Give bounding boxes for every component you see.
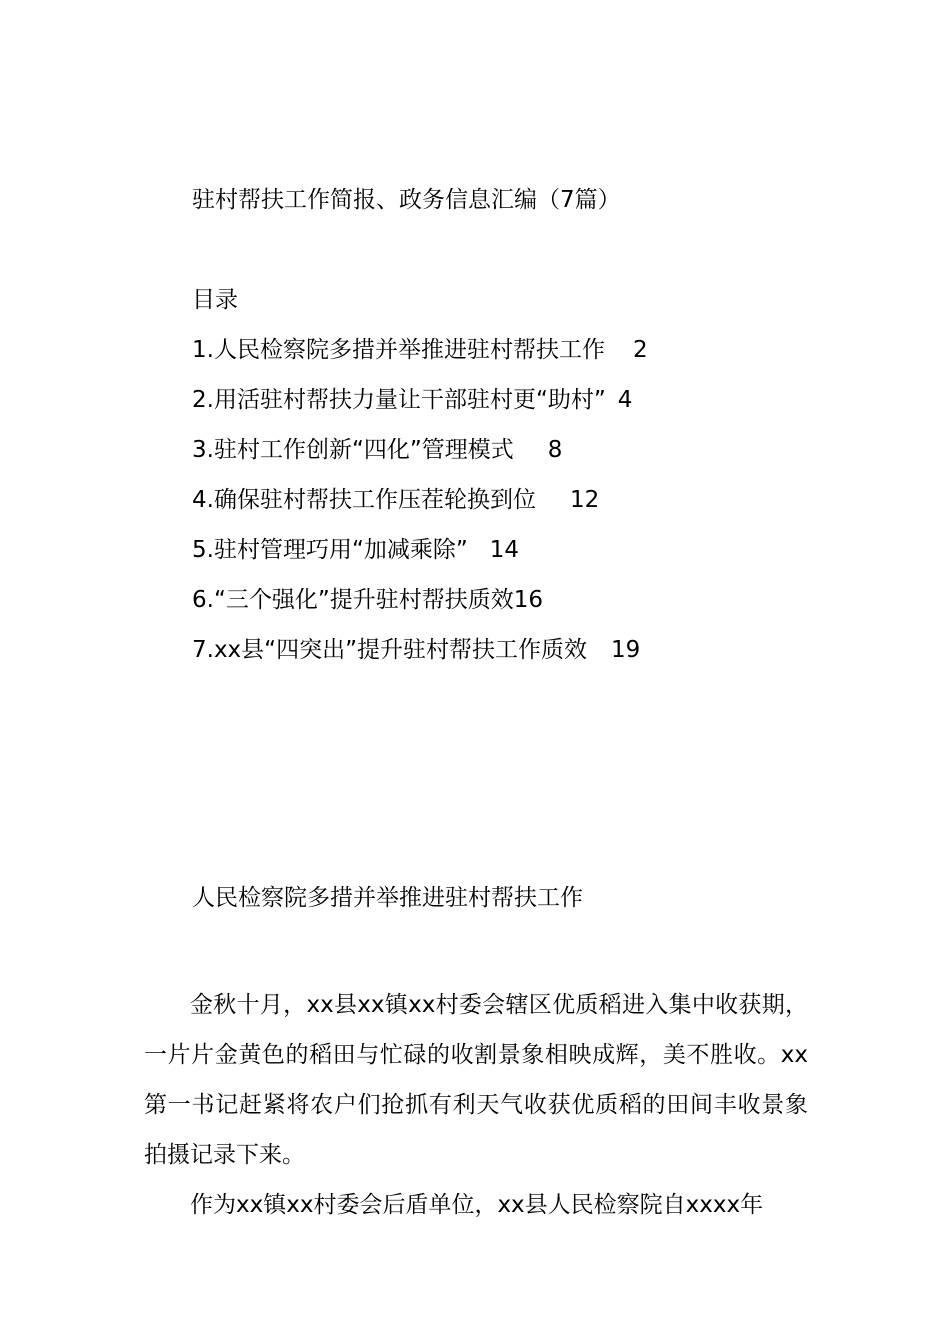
- toc-item[interactable]: [192, 482, 648, 532]
- toc-item-title: 3.驻村工作创新“四化”管理模式: [192, 437, 514, 463]
- toc-item-title: 2.用活驻村帮扶力量让干部驻村更“助村”: [192, 387, 606, 413]
- toc-item[interactable]: [192, 332, 648, 382]
- table-of-contents: [192, 332, 648, 682]
- article-paragraph: 作为xx镇xx村委会后盾单位，xx县人民检察院自xxxx年: [190, 1192, 764, 1218]
- article-title: 人民检察院多措并举推进驻村帮扶工作: [192, 885, 583, 911]
- toc-item-page: 2: [632, 337, 648, 363]
- document-title: 驻村帮扶工作简报、政务信息汇编（7篇）: [192, 187, 621, 213]
- toc-item-page: 19: [611, 637, 641, 663]
- toc-item-page: 16: [513, 587, 544, 613]
- toc-item[interactable]: [192, 382, 648, 432]
- toc-item-title: 5.驻村管理巧用“加减乘除”: [192, 537, 468, 563]
- article-body: [144, 980, 808, 1230]
- toc-item-title: 7.xx县“四突出”提升驻村帮扶工作质效: [192, 637, 587, 663]
- toc-item[interactable]: [192, 432, 648, 482]
- toc-item-page: 4: [617, 387, 633, 413]
- toc-item-title: 6.“三个强化”提升驻村帮扶质效: [192, 587, 514, 613]
- toc-item-page: 8: [547, 437, 563, 463]
- article-paragraph: 金秋十月，xx县xx镇xx村委会辖区优质稻进入集中收获期，一片片金黄色的稻田与忙碌的收割景象相映成辉，美不胜收。xx第一书记赶紧将农户们抢抓有利天气收获优质稻的田间丰收景象拍摄记录下来。: [144, 992, 808, 1168]
- toc-heading: 目录: [192, 287, 238, 313]
- toc-item-page: 14: [489, 537, 520, 563]
- toc-item-page: 12: [569, 487, 600, 513]
- toc-item[interactable]: [192, 632, 648, 682]
- toc-item-title: 1.人民检察院多措并举推进驻村帮扶工作: [192, 337, 605, 363]
- toc-item[interactable]: [192, 532, 648, 582]
- toc-item[interactable]: [192, 582, 648, 632]
- toc-item-title: 4.确保驻村帮扶工作压茬轮换到位: [192, 487, 536, 513]
